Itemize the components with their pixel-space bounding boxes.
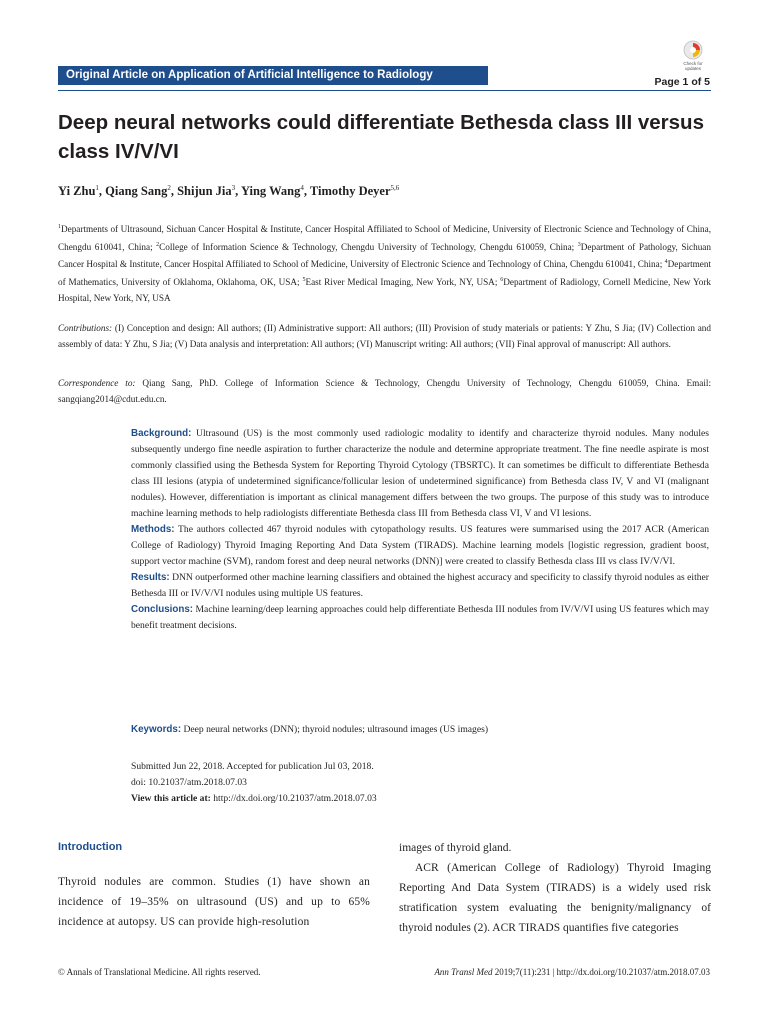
author-name: Yi Zhu: [58, 184, 96, 199]
results-text: DNN outperformed other machine learning classifiers and obtained the highest accuracy and specificity to classify thyroid nodules as either Bethesda III or IV/V/VI nodules using multiple US features.: [131, 572, 709, 599]
affiliation: Department of Pathology, Sichuan Cancer Hospital & Institute, Cancer Hospital Affiliated to School of Medicine, University of Electronic Science and Technology of China, Chengdu 610041, China;: [58, 241, 711, 270]
affiliation-mark: 6: [500, 276, 504, 283]
header-rule: [58, 90, 711, 91]
keywords: [131, 724, 709, 735]
correspondence: [58, 376, 711, 407]
affiliation: Department of Mathematics, University of Oklahoma, Oklahoma, OK, USA;: [58, 259, 711, 288]
author-name: Ying Wang: [240, 184, 301, 199]
affiliation: East River Medical Imaging, New York, NY, USA;: [305, 277, 501, 288]
contributions: [58, 321, 711, 352]
author-affiliation-mark: 5,6: [390, 184, 400, 192]
contributions-text: (I) Conception and design: All authors; (II) Administrative support: All authors; (III) Provision of study materials or patients: Y Zhu, S Jia; (IV) Collection and assembly of data: Y Zhu, S Jia; (V) Data analysis and interpretation: All authors; (VI) Manuscript writing: All authors; (VII) Final approval of manuscript: All authors.: [58, 323, 711, 349]
page-number: Page 1 of 5: [654, 76, 710, 88]
abstract-background: [131, 426, 709, 522]
intro-paragraph: ACR (American College of Radiology) Thyroid Imaging Reporting And Data System (TIRADS) is a widely used risk stratification system evaluating the benignity/malignancy of thyroid nodules (2). ACR TIRADS quantifies five categories: [399, 862, 711, 934]
article-url-link[interactable]: http://dx.doi.org/10.21037/atm.2018.07.03: [210, 793, 377, 804]
affiliations: [58, 220, 711, 306]
conclusions-heading: Conclusions:: [131, 604, 194, 615]
submission-dates: Submitted Jun 22, 2018. Accepted for publication Jul 03, 2018.: [131, 761, 374, 772]
author-list: Yi Zhu$^1$, Qiang Sang$^2$, Shijun Jia$^3$, Ying Wang$^4$, Timothy Deyer$^{5,6}$: [58, 184, 400, 199]
keywords-heading: Keywords:: [131, 724, 182, 735]
methods-heading: Methods:: [131, 524, 175, 535]
footer-citation: [434, 967, 710, 977]
citation-text: 2019;7(11):231 | http://dx.doi.org/10.21037/atm.2018.07.03: [492, 967, 710, 977]
author-name: Timothy Deyer: [309, 184, 391, 199]
correspondence-label: Correspondence to:: [58, 378, 136, 388]
affiliation-mark: 1: [58, 224, 61, 230]
author-affiliation-mark: 4: [300, 184, 304, 192]
footer-copyright: © Annals of Translational Medicine. All rights reserved.: [58, 967, 261, 977]
affiliation: Department of Radiology, Cornell Medicine, New York Hospital, New York, NY, USA: [58, 277, 711, 303]
results-heading: Results:: [131, 572, 170, 583]
introduction-heading: Introduction: [58, 841, 123, 853]
keywords-text: Deep neural networks (DNN); thyroid nodules; ultrasound images (US images): [181, 724, 489, 735]
article-type-banner: Original Article on Application of Artificial Intelligence to Radiology: [58, 66, 488, 85]
publication-info: [131, 759, 709, 807]
view-article-label: View this article at:: [131, 793, 211, 804]
abstract-conclusions: [131, 602, 709, 634]
author-affiliation-mark: 2: [167, 184, 171, 192]
background-text: Ultrasound (US) is the most commonly used radiologic modality to identify and characterize thyroid nodules. Many nodules subsequently undergo fine needle aspiration to further characterize the nodule and determine appropriate treatment. The fine needle aspirate is most commonly classified using the Bethesda System for Reporting Thyroid Cytology (TBSRTC). It can sometimes be difficult to differentiate Bethesda class III lesions (atypia of undetermined significance/follicular lesion of undetermined significance) from Bethesda class IV, V and VI (malignant nodules). However, differentiation is important as clinical management differs between the two groups. The purpose of this study was to introduce machine learning methods to help radiologists differentiate Bethesda class III from Bethesda class VI, V and VI lesions.: [131, 428, 709, 519]
author-affiliation-mark: 3: [231, 184, 236, 192]
author-name: Qiang Sang: [105, 184, 168, 199]
check-updates-icon: [683, 40, 703, 60]
abstract-results: [131, 570, 709, 602]
contributions-label: Contributions:: [58, 323, 113, 333]
intro-continuation: images of thyroid gland.: [399, 842, 512, 854]
affiliation-mark: 2: [156, 241, 160, 248]
check-for-updates-badge[interactable]: [676, 40, 710, 72]
conclusions-text: Machine learning/deep learning approaches could help differentiate Bethesda III nodules from IV/V/VI using US features which may benefit treatment decisions.: [131, 604, 709, 631]
background-heading: Background:: [131, 428, 192, 439]
affiliation-mark: 4: [664, 259, 668, 266]
author-affiliation-mark: 1: [95, 184, 99, 192]
introduction-column-left: Thyroid nodules are common. Studies (1) have shown an incidence of 19–35% on ultrasound (US) and up to 65% incidence at autopsy. US can provide high-resolution: [58, 876, 370, 928]
doi: doi: 10.21037/atm.2018.07.03: [131, 777, 247, 788]
affiliation-mark: 3: [577, 241, 581, 248]
abstract-methods: [131, 522, 709, 570]
affiliation: Departments of Ultrasound, Sichuan Cancer Hospital & Institute, Cancer Hospital Affiliated to School of Medicine, University of Electronic Science and Technology of China, Chengdu 610041, China;: [58, 224, 711, 252]
correspondence-text: Qiang Sang, PhD. College of Information Science & Technology, Chengdu University of Technology, Chengdu 610059, China. Email: sangqiang2014@cdut.edu.cn.: [58, 378, 711, 404]
introduction-column-right: [399, 838, 711, 938]
check-updates-label: Check for updates: [683, 61, 703, 71]
affiliation: College of Information Science & Technology, Chengdu University of Technology, Chengdu 610059, China;: [159, 241, 578, 252]
methods-text: The authors collected 467 thyroid nodules with cytopathology results. US features were summarised using the 2017 ACR (American College of Radiology) Thyroid Imaging Reporting And Data System (TIRADS). Machine learning models [logistic regression, gradient boost, support vector machine (SVM), random forest and deep neural networks (DNN)] were created to classify Bethesda class III vs class IV/V/VI.: [131, 524, 709, 567]
author-name: Shijun Jia: [177, 184, 232, 199]
affiliation-mark: 5: [302, 276, 306, 283]
journal-name: Ann Transl Med: [434, 967, 493, 977]
abstract: [131, 426, 709, 634]
article-title: Deep neural networks could differentiate Bethesda class III versus class IV/V/VI: [58, 111, 704, 163]
view-article-line: [131, 791, 709, 807]
